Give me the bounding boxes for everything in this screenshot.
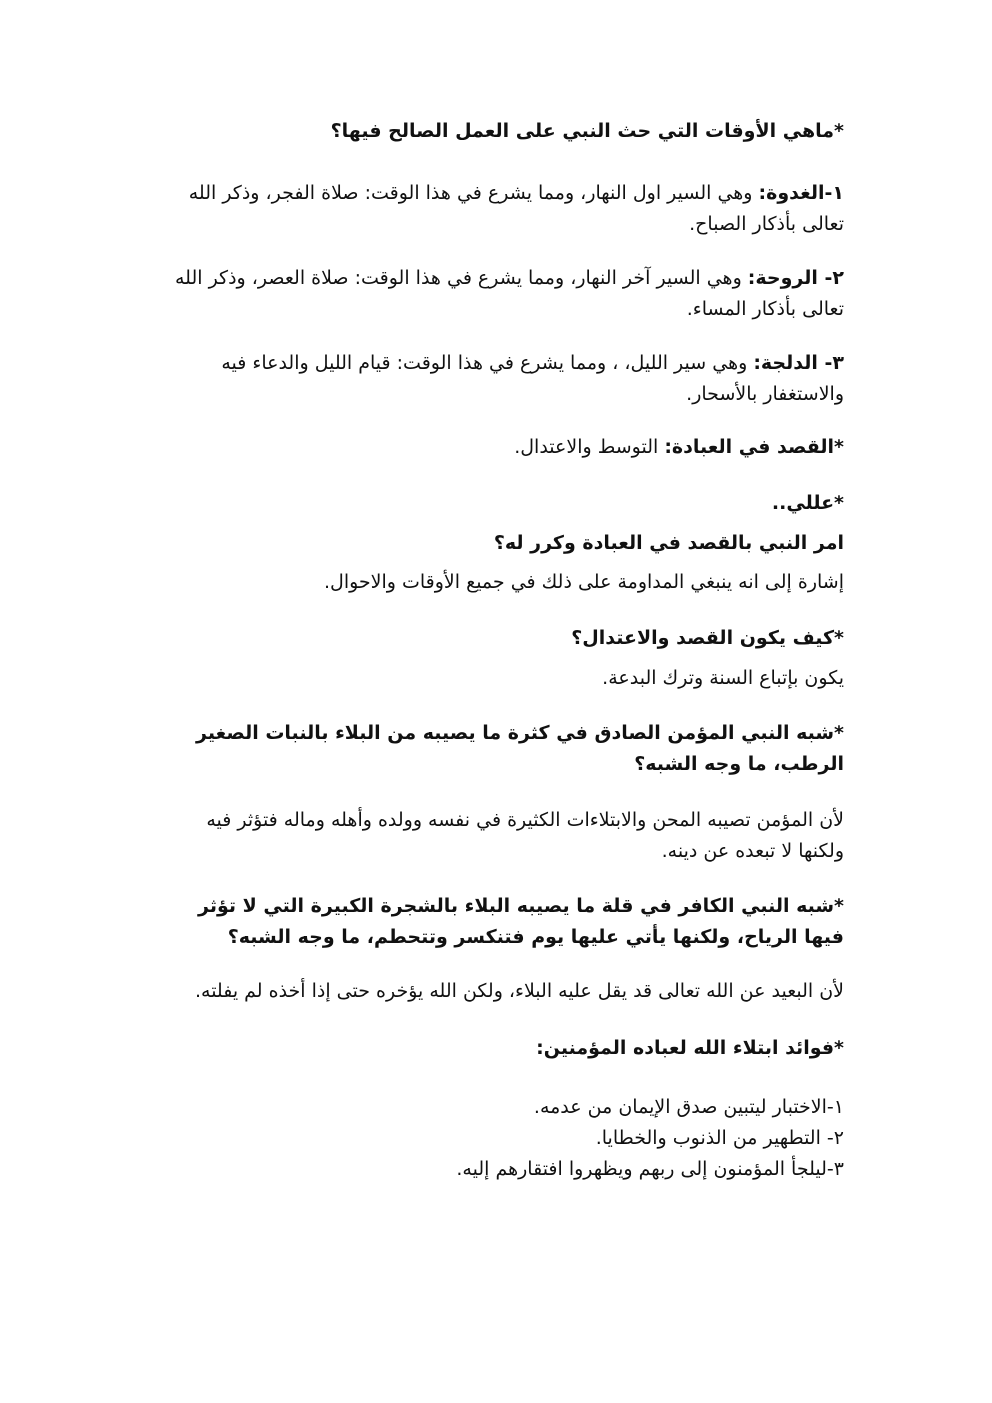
rawha-paragraph [164, 263, 844, 325]
ghadwa-text: وهي السير اول النهار، ومما يشرع في هذا الوقت: صلاة الفجر، وذكر الله تعالى بأذكار الصباح. [188, 182, 844, 235]
qasd-paragraph [164, 432, 844, 463]
ghadwa-label: ١-الغدوة: [758, 182, 844, 204]
rawha-text: وهي السير آخر النهار، ومما يشرع في هذا الوقت: صلاة العصر، وذكر الله تعالى بأذكار المساء. [174, 267, 844, 320]
question-repeat: امر النبي بالقصد في العبادة وكرر له؟ [493, 532, 844, 554]
dulja-text: وهي سير الليل، ، ومما يشرع في هذا الوقت: قيام الليل والدعاء فيه والاستغفار بالأسحار. [221, 352, 844, 405]
question-disbeliever: *شبه النبي الكافر في قلة ما يصيبه البلاء بالشجرة الكبيرة التي لا تؤثر فيها الرياح، ولكنها يأتي عليها يوم فتنكسر وتتحطم، ما وجه الشبه؟ [198, 895, 844, 948]
explain-heading: *عللي.. [771, 492, 844, 514]
benefits-list [164, 1092, 844, 1185]
benefit-item-3: ٣-ليلجأ المؤمنون إلى ربهم ويظهروا افتقارهم إليه. [456, 1158, 844, 1180]
benefit-item-1: ١-الاختبار ليتبين صدق الإيمان من عدمه. [533, 1096, 844, 1118]
qasd-text: التوسط والاعتدال. [514, 436, 665, 458]
qasd-label: *القصد في العبادة: [664, 436, 844, 458]
answer-repeat: إشارة إلى انه ينبغي المداومة على ذلك في جميع الأوقات والاحوال. [323, 571, 844, 593]
question-times-heading: *ماهي الأوقات التي حث النبي على العمل الصالح فيها؟ [330, 120, 844, 142]
ghadwa-paragraph [164, 178, 844, 240]
answer-how: يكون بإتباع السنة وترك البدعة. [602, 667, 844, 689]
dulja-label: ٣- الدلجة: [753, 352, 844, 374]
question-believer: *شبه النبي المؤمن الصادق في كثرة ما يصيبه من البلاء بالنبات الصغير الرطب، ما وجه الشبه؟ [196, 722, 844, 775]
benefit-item-2: ٢- التطهير من الذنوب والخطايا. [595, 1127, 844, 1149]
question-how: *كيف يكون القصد والاعتدال؟ [571, 627, 844, 649]
answer-believer: لأن المؤمن تصيبه المحن والابتلاءات الكثيرة في نفسه وولده وأهله وماله فتؤثر فيه ولكنها لا تبعده عن دينه. [206, 809, 844, 862]
answer-disbeliever: لأن البعيد عن الله تعالى قد يقل عليه البلاء، ولكن الله يؤخره حتى إذا أخذه لم يفلته. [194, 980, 844, 1002]
rawha-label: ٢- الروحة: [747, 267, 844, 289]
dulja-paragraph [164, 348, 844, 410]
benefits-heading: *فوائد ابتلاء الله لعباده المؤمنين: [536, 1037, 844, 1059]
